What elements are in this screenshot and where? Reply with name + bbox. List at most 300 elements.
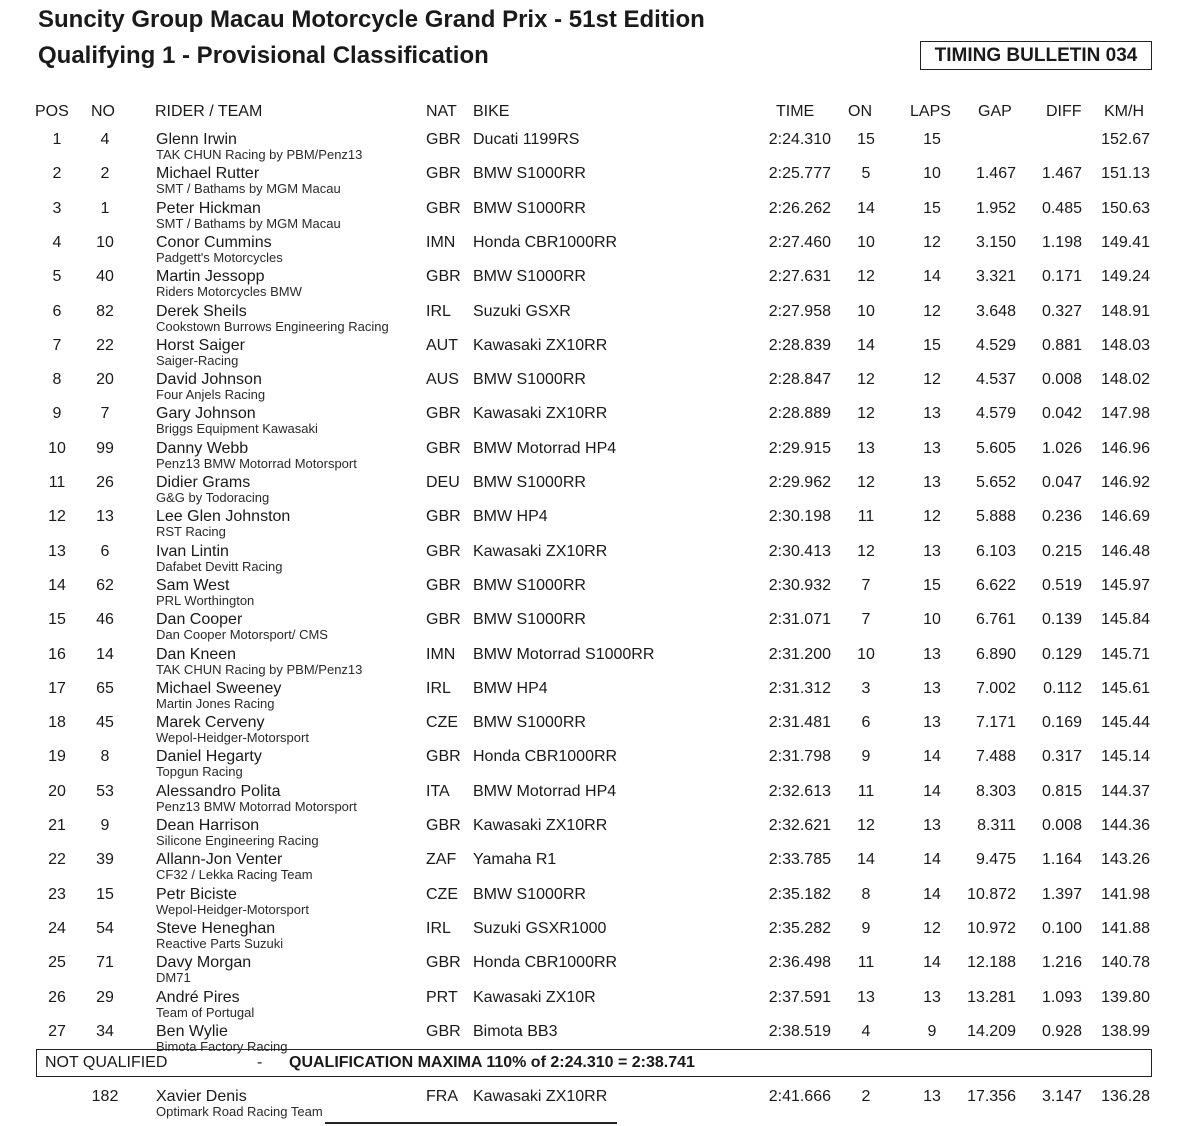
table-row — [0, 850, 1184, 884]
cell-team: Briggs Equipment Kawasaki — [156, 421, 318, 437]
cell-kmh: 145.14 — [1101, 748, 1150, 766]
table-row — [0, 473, 1184, 507]
cell-gap: 4.529 — [975, 336, 1016, 354]
cell-kmh: 145.71 — [1101, 645, 1150, 663]
cell-on: 2 — [861, 1088, 871, 1105]
header-bike: BIKE — [473, 103, 510, 120]
cell-bike: BMW Motorrad HP4 — [473, 439, 617, 457]
cell-pos: 16 — [48, 645, 66, 663]
cell-nat: GBR — [426, 542, 461, 560]
cell-time: 2:35.182 — [768, 885, 831, 903]
table-row — [0, 439, 1184, 473]
cell-bike: Kawasaki ZX10RR — [473, 336, 608, 354]
cell-team: Riders Motorcycles BMW — [156, 284, 302, 300]
cell-pos: 23 — [48, 885, 66, 903]
cell-bike: Kawasaki ZX10RR — [473, 405, 608, 423]
cell-diff: 0.047 — [1041, 474, 1082, 491]
cell-gap: 5.888 — [975, 508, 1016, 526]
cell-on: 12 — [857, 371, 875, 389]
cell-no: 6 — [100, 542, 110, 560]
cell-kmh: 149.24 — [1101, 268, 1150, 286]
cell-rider: Didier Grams — [156, 474, 251, 491]
header-diff: DIFF — [1046, 103, 1082, 120]
cell-time: 2:28.847 — [768, 371, 831, 389]
cell-time: 2:31.200 — [768, 645, 831, 663]
cell-time: 2:37.591 — [768, 988, 831, 1006]
cell-diff: 0.112 — [1043, 679, 1082, 697]
cell-gap: 3.321 — [975, 268, 1016, 286]
cell-pos: 7 — [52, 336, 62, 354]
cell-on: 5 — [861, 165, 871, 183]
cell-bike: Kawasaki ZX10RR — [473, 817, 608, 834]
cell-team: Four Anjels Racing — [156, 387, 266, 403]
cell-nat: GBR — [426, 165, 461, 183]
table-row — [0, 507, 1184, 541]
cell-kmh: 149.41 — [1101, 233, 1150, 251]
cell-on: 12 — [857, 817, 875, 834]
cell-nat: GBR — [426, 1022, 461, 1040]
cell-laps: 13 — [923, 474, 941, 491]
cell-rider: Alessandro Polita — [156, 782, 281, 800]
cell-laps: 10 — [923, 611, 941, 629]
cell-time: 2:30.932 — [768, 576, 831, 594]
cell-on: 4 — [861, 1022, 871, 1040]
cell-rider: Steve Heneghan — [156, 919, 276, 937]
cell-gap: 12.188 — [967, 954, 1016, 972]
cell-diff: 1.164 — [1041, 851, 1082, 869]
cell-nat: ITA — [426, 782, 450, 800]
cell-kmh: 143.26 — [1101, 851, 1150, 869]
cell-diff: 0.008 — [1041, 371, 1082, 389]
cell-time: 2:24.310 — [768, 131, 831, 148]
cell-team: Bimota Factory Racing — [156, 1038, 288, 1054]
cell-diff: 0.881 — [1041, 336, 1082, 354]
cell-rider: Ben Wylie — [156, 1022, 228, 1040]
cell-on: 13 — [857, 439, 875, 457]
table-row — [0, 130, 1184, 164]
cell-gap: 1.952 — [975, 199, 1016, 217]
cell-gap: 6.890 — [975, 645, 1016, 663]
cell-team: Padgett's Motorcycles — [156, 249, 283, 265]
cell-laps: 9 — [927, 1022, 937, 1040]
cell-team: TAK CHUN Racing by PBM/Penz13 — [156, 661, 363, 677]
cell-kmh: 146.69 — [1101, 508, 1150, 526]
cell-no: 8 — [100, 748, 110, 766]
cell-laps: 12 — [923, 371, 941, 389]
cell-gap: 13.281 — [967, 988, 1016, 1006]
cell-time: 2:36.498 — [768, 954, 831, 972]
cell-time: 2:29.915 — [768, 439, 831, 457]
cell-no: 39 — [96, 851, 114, 869]
cell-pos: 25 — [48, 954, 66, 972]
cell-diff: 1.026 — [1041, 439, 1082, 457]
cell-diff: 0.928 — [1041, 1022, 1082, 1040]
cell-gap: 7.002 — [975, 679, 1016, 697]
qualification-maxima: QUALIFICATION MAXIMA 110% of 2:24.310 = 2:38.741 — [289, 1054, 695, 1071]
cell-rider: Lee Glen Johnston — [156, 508, 291, 526]
cell-team: Penz13 BMW Motorrad Motorsport — [156, 455, 357, 471]
cell-bike: BMW HP4 — [473, 508, 548, 526]
table-row — [0, 267, 1184, 301]
header-gap: GAP — [978, 103, 1012, 120]
cell-gap: 5.652 — [975, 474, 1016, 491]
cell-rider: Michael Sweeney — [156, 679, 282, 697]
cell-diff: 0.815 — [1041, 782, 1082, 800]
cell-team: G&G by Todoracing — [156, 490, 270, 505]
table-row — [0, 404, 1184, 438]
cell-laps: 14 — [923, 748, 941, 766]
cell-pos: 4 — [52, 233, 62, 251]
cell-team: Dafabet Devitt Racing — [156, 558, 283, 574]
cell-pos: 9 — [52, 405, 62, 423]
cell-time: 2:31.312 — [768, 679, 831, 697]
table-row — [0, 953, 1184, 987]
cell-no: 54 — [96, 919, 114, 937]
cell-bike: Bimota BB3 — [473, 1022, 558, 1040]
cell-team: Martin Jones Racing — [156, 695, 275, 711]
cell-time: 2:29.962 — [768, 474, 831, 491]
cell-bike: BMW S1000RR — [473, 714, 586, 732]
cell-pos: 15 — [48, 611, 66, 629]
cell-team: Wepol-Heidger-Motorsport — [156, 730, 309, 746]
table-row — [0, 782, 1184, 816]
cell-nat: GBR — [426, 748, 461, 766]
cell-pos: 11 — [48, 474, 66, 491]
cell-nat: GBR — [426, 576, 461, 594]
cell-time: 2:26.262 — [768, 199, 831, 217]
table-row — [0, 713, 1184, 747]
cell-diff: 0.236 — [1041, 508, 1082, 526]
cell-pos: 19 — [48, 748, 66, 766]
cell-laps: 13 — [923, 542, 941, 560]
cell-on: 7 — [861, 611, 871, 629]
cell-rider: Dan Kneen — [156, 645, 237, 663]
cell-pos: 20 — [48, 782, 66, 800]
cell-rider: Martin Jessopp — [156, 268, 265, 286]
header-nat: NAT — [426, 103, 457, 120]
cell-kmh: 144.36 — [1101, 817, 1150, 834]
cell-diff: 0.519 — [1041, 576, 1082, 594]
cell-no: 9 — [100, 817, 110, 834]
table-row — [0, 302, 1184, 336]
cell-time: 2:25.777 — [768, 165, 831, 183]
cell-gap: 6.622 — [975, 576, 1016, 594]
cell-no: 34 — [96, 1022, 114, 1040]
divider — [325, 1122, 617, 1124]
cell-laps: 14 — [923, 885, 941, 903]
cell-nat: ZAF — [426, 851, 457, 869]
cell-no: 46 — [96, 611, 114, 629]
cell-team: Saiger-Racing — [156, 352, 239, 368]
cell-rider: Xavier Denis — [156, 1088, 247, 1105]
cell-kmh: 139.80 — [1101, 988, 1150, 1006]
cell-pos: 21 — [48, 817, 66, 834]
cell-rider: Michael Rutter — [156, 165, 260, 183]
cell-gap: 6.103 — [975, 542, 1016, 560]
cell-diff: 1.198 — [1041, 233, 1082, 251]
cell-bike: BMW S1000RR — [473, 165, 586, 183]
cell-kmh: 145.61 — [1101, 679, 1150, 697]
cell-time: 2:32.613 — [768, 782, 831, 800]
cell-team: SMT / Bathams by MGM Macau — [156, 181, 341, 197]
cell-diff: 0.485 — [1041, 199, 1082, 217]
cell-kmh: 150.63 — [1101, 199, 1150, 217]
cell-time: 2:28.889 — [768, 405, 831, 423]
cell-rider: Danny Webb — [156, 439, 249, 457]
cell-time: 2:35.282 — [768, 919, 831, 937]
cell-kmh: 141.88 — [1101, 919, 1150, 937]
cell-nat: IRL — [426, 919, 451, 937]
cell-laps: 15 — [923, 576, 941, 594]
cell-laps: 14 — [923, 782, 941, 800]
cell-team: PRL Worthington — [156, 592, 255, 608]
cell-on: 14 — [857, 851, 875, 869]
cell-pos: 2 — [52, 165, 62, 183]
cell-rider: Daniel Hegarty — [156, 748, 262, 766]
cell-team: Team of Portugal — [156, 1004, 255, 1020]
cell-kmh: 146.48 — [1101, 542, 1150, 560]
cell-pos: 1 — [52, 131, 62, 148]
cell-kmh: 148.91 — [1101, 302, 1150, 320]
cell-gap: 6.761 — [975, 611, 1016, 629]
cell-laps: 12 — [923, 302, 941, 320]
cell-nat: GBR — [426, 199, 461, 217]
cell-team: SMT / Bathams by MGM Macau — [156, 215, 341, 231]
timing-bulletin-badge: TIMING BULLETIN 034 — [920, 41, 1152, 70]
cell-pos: 10 — [48, 439, 66, 457]
cell-no: 22 — [96, 336, 114, 354]
cell-pos: 26 — [48, 988, 66, 1006]
cell-laps: 15 — [923, 131, 941, 148]
cell-on: 8 — [861, 885, 871, 903]
cell-pos: 5 — [52, 268, 62, 286]
cell-kmh: 144.37 — [1101, 782, 1150, 800]
cell-bike: Honda CBR1000RR — [473, 233, 618, 251]
table-row — [0, 610, 1184, 644]
not-qualified-banner — [36, 1049, 1152, 1077]
cell-rider: Glenn Irwin — [156, 131, 237, 148]
table-row — [0, 679, 1184, 713]
not-qualified-label: NOT QUALIFIED — [45, 1054, 168, 1071]
cell-gap: 3.648 — [975, 302, 1016, 320]
cell-on: 9 — [861, 748, 871, 766]
table-row — [0, 988, 1184, 1022]
cell-pos: 27 — [48, 1022, 66, 1040]
cell-on: 10 — [857, 302, 875, 320]
cell-kmh: 138.99 — [1101, 1022, 1150, 1040]
cell-bike: BMW Motorrad S1000RR — [473, 645, 655, 663]
cell-pos: 6 — [52, 302, 62, 320]
cell-gap: 17.356 — [967, 1088, 1016, 1105]
cell-diff: 0.129 — [1041, 645, 1082, 663]
cell-pos: 14 — [48, 576, 66, 594]
cell-rider: Conor Cummins — [156, 233, 272, 251]
cell-laps: 13 — [923, 988, 941, 1006]
cell-nat: AUT — [426, 336, 458, 354]
cell-nat: GBR — [426, 508, 461, 526]
cell-diff: 0.100 — [1041, 919, 1082, 937]
cell-bike: Suzuki GSXR1000 — [473, 919, 607, 937]
table-row — [0, 816, 1184, 850]
cell-diff: 3.147 — [1041, 1088, 1082, 1105]
cell-bike: BMW Motorrad HP4 — [473, 782, 617, 800]
cell-nat: GBR — [426, 611, 461, 629]
cell-pos: 12 — [48, 508, 66, 526]
cell-no: 99 — [96, 439, 114, 457]
cell-diff: 1.467 — [1041, 165, 1082, 183]
cell-team: Silicone Engineering Racing — [156, 833, 319, 848]
cell-kmh: 146.92 — [1101, 474, 1150, 491]
cell-gap: 7.171 — [975, 714, 1016, 732]
cell-laps: 13 — [923, 439, 941, 457]
cell-no: 15 — [96, 885, 114, 903]
cell-nat: DEU — [426, 474, 460, 491]
cell-bike: Kawasaki ZX10RR — [473, 542, 608, 560]
cell-bike: BMW S1000RR — [473, 611, 586, 629]
cell-no: 4 — [100, 131, 110, 148]
cell-rider: Ivan Lintin — [156, 542, 229, 560]
cell-diff: 0.317 — [1041, 748, 1082, 766]
cell-rider: Peter Hickman — [156, 199, 261, 217]
cell-nat: GBR — [426, 268, 461, 286]
bulletin-title: Suncity Group Macau Motorcycle Grand Prix - 51st Edition — [38, 6, 705, 33]
cell-diff: 0.139 — [1041, 611, 1082, 629]
cell-laps: 13 — [923, 817, 941, 834]
cell-nat: GBR — [426, 405, 461, 423]
cell-time: 2:30.413 — [768, 542, 831, 560]
cell-nat: FRA — [426, 1088, 458, 1105]
cell-laps: 10 — [923, 165, 941, 183]
cell-pos: 24 — [48, 919, 66, 937]
cell-bike: BMW S1000RR — [473, 371, 586, 389]
cell-no: 65 — [96, 679, 114, 697]
table-row — [0, 199, 1184, 233]
cell-kmh: 148.02 — [1101, 371, 1150, 389]
cell-diff: 0.327 — [1041, 302, 1082, 320]
cell-diff: 0.171 — [1041, 268, 1082, 286]
cell-on: 12 — [857, 542, 875, 560]
cell-diff: 0.215 — [1041, 542, 1082, 560]
header-rider: RIDER / TEAM — [155, 103, 263, 120]
cell-gap: 8.303 — [975, 782, 1016, 800]
cell-kmh: 141.98 — [1101, 885, 1150, 903]
cell-laps: 14 — [923, 268, 941, 286]
cell-kmh: 148.03 — [1101, 336, 1150, 354]
cell-gap: 4.537 — [975, 371, 1016, 389]
cell-on: 11 — [857, 954, 875, 972]
cell-bike: Kawasaki ZX10R — [473, 988, 596, 1006]
table-row — [0, 747, 1184, 781]
cell-laps: 12 — [923, 508, 941, 526]
cell-laps: 13 — [923, 1088, 941, 1105]
cell-bike: BMW S1000RR — [473, 885, 586, 903]
cell-on: 15 — [857, 131, 875, 148]
cell-no: 20 — [96, 371, 114, 389]
cell-diff: 1.397 — [1041, 885, 1082, 903]
cell-nat: IRL — [426, 302, 451, 320]
header-no: NO — [91, 103, 115, 120]
table-row — [0, 370, 1184, 404]
cell-nat: CZE — [426, 714, 458, 732]
cell-time: 2:31.481 — [768, 714, 831, 732]
cell-time: 2:31.071 — [768, 611, 831, 629]
cell-gap: 3.150 — [975, 233, 1016, 251]
cell-on: 10 — [857, 233, 875, 251]
cell-laps: 12 — [923, 233, 941, 251]
cell-diff: 0.008 — [1041, 817, 1082, 834]
cell-time: 2:28.839 — [768, 336, 831, 354]
cell-nat: GBR — [426, 817, 461, 834]
cell-on: 14 — [857, 199, 875, 217]
bulletin-subtitle: Qualifying 1 - Provisional Classification — [38, 42, 489, 69]
cell-on: 14 — [857, 336, 875, 354]
cell-pos: 13 — [48, 542, 66, 560]
cell-on: 6 — [861, 714, 871, 732]
cell-rider: Derek Sheils — [156, 302, 247, 320]
table-row — [0, 164, 1184, 198]
cell-bike: Suzuki GSXR — [473, 302, 571, 320]
cell-bike: Ducati 1199RS — [473, 131, 580, 148]
cell-on: 9 — [861, 919, 871, 937]
cell-diff: 0.169 — [1041, 714, 1082, 732]
cell-laps: 14 — [923, 954, 941, 972]
cell-time: 2:33.785 — [768, 851, 831, 869]
cell-bike: BMW S1000RR — [473, 576, 586, 594]
cell-no: 82 — [96, 302, 114, 320]
cell-rider: Dan Cooper — [156, 611, 243, 629]
cell-team: DM71 — [156, 970, 191, 986]
cell-team: Optimark Road Racing Team — [156, 1104, 323, 1119]
cell-no: 2 — [100, 165, 110, 183]
cell-bike: BMW S1000RR — [473, 474, 586, 491]
table-row — [0, 576, 1184, 610]
cell-nat: GBR — [426, 131, 461, 148]
cell-laps: 13 — [923, 714, 941, 732]
cell-kmh: 145.97 — [1101, 576, 1150, 594]
cell-on: 13 — [857, 988, 875, 1006]
cell-laps: 15 — [923, 199, 941, 217]
cell-rider: Sam West — [156, 576, 230, 594]
table-row — [0, 336, 1184, 370]
cell-bike: BMW S1000RR — [473, 268, 586, 286]
cell-kmh: 151.13 — [1101, 165, 1150, 183]
table-row — [0, 1087, 1184, 1121]
cell-on: 11 — [857, 782, 875, 800]
cell-laps: 13 — [923, 679, 941, 697]
cell-nat: IMN — [426, 233, 456, 251]
cell-team: RST Racing — [156, 524, 226, 540]
cell-rider: Horst Saiger — [156, 336, 245, 354]
cell-rider: André Pires — [156, 988, 240, 1006]
cell-team: Wepol-Heidger-Motorsport — [156, 901, 309, 917]
cell-no: 40 — [96, 268, 114, 286]
cell-bike: Yamaha R1 — [473, 851, 557, 869]
cell-no: 71 — [96, 954, 114, 972]
cell-time: 2:38.519 — [768, 1022, 831, 1040]
cell-nat: IRL — [426, 679, 451, 697]
cell-on: 12 — [857, 405, 875, 423]
cell-on: 10 — [857, 645, 875, 663]
cell-no: 14 — [96, 645, 114, 663]
cell-no: 1 — [100, 199, 110, 217]
cell-time: 2:30.198 — [768, 508, 831, 526]
cell-no: 7 — [100, 405, 110, 423]
cell-gap: 10.972 — [967, 919, 1016, 937]
header-kmh: KM/H — [1104, 103, 1144, 120]
cell-laps: 13 — [923, 645, 941, 663]
cell-no: 29 — [96, 988, 114, 1006]
cell-gap: 7.488 — [975, 748, 1016, 766]
